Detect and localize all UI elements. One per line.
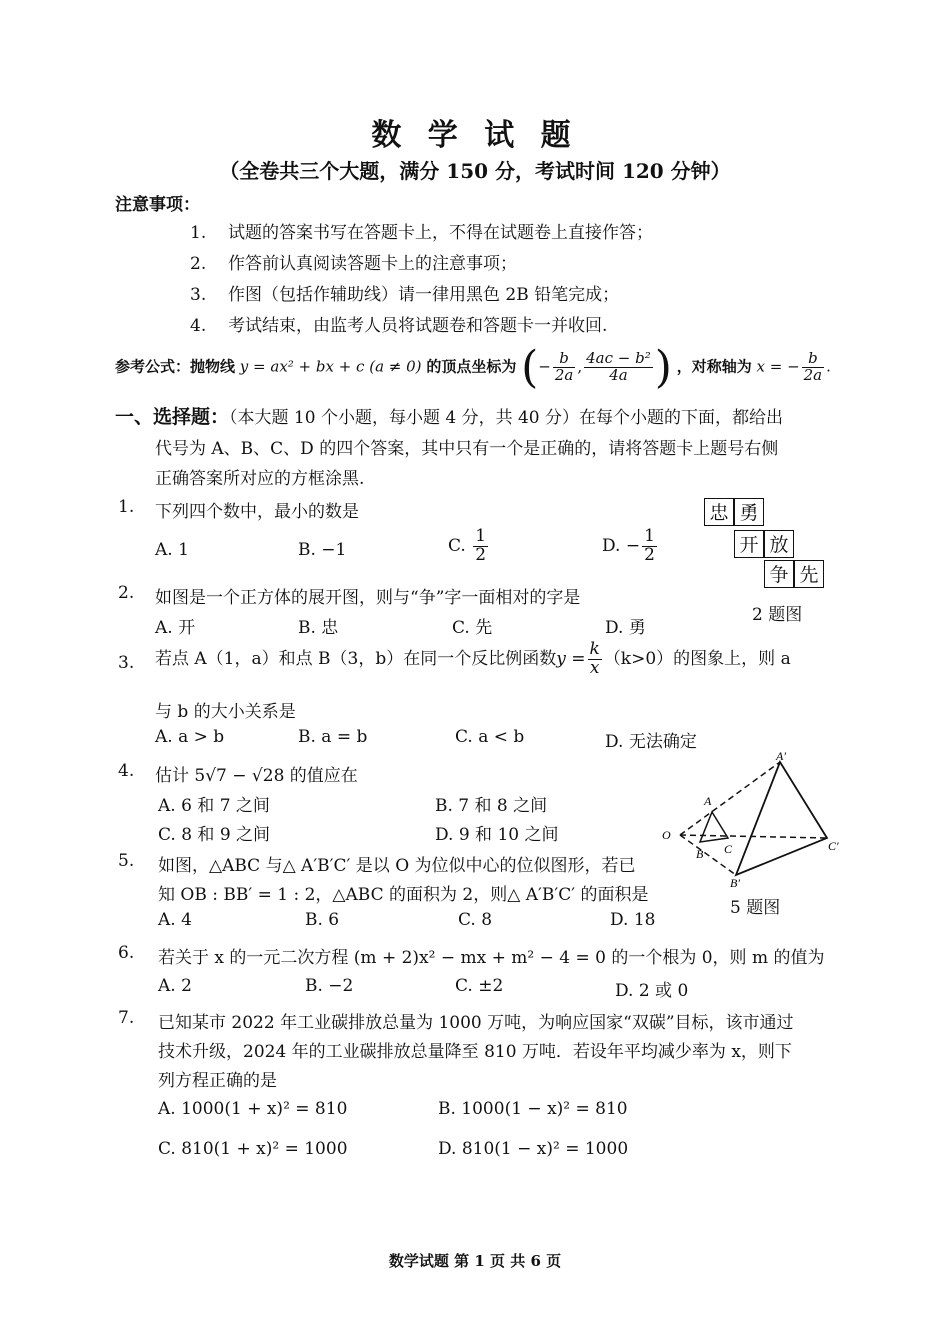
notice-number: 2. [190,254,207,274]
notice-number: 4. [190,316,207,336]
question-stem: 如图是一个正方体的展开图，则与“争”字一面相对的字是 [155,588,581,608]
question-stem: 已知某市 2022 年工业碳排放总量为 1000 万吨，为响应国家“双碳”目标，该市通过 [158,1013,794,1033]
net-cell: 争 [764,560,794,588]
net-cell: 先 [794,560,824,588]
question-number: 4. [118,761,135,781]
question-stem-line2: 知 OB : BB′ = 1 : 2，△ABC 的面积为 2，则△ A′B′C′ 的面积是 [158,885,649,905]
figure-caption: 5 题图 [730,898,781,918]
question-stem-line3: 列方程正确的是 [158,1071,277,1091]
option-c: C. $\frac{1}{2}$ [448,526,487,565]
option-c: C. 8 和 9 之间 [158,825,271,845]
question-number: 7. [118,1008,135,1028]
vertex-y-denominator: 4a [609,366,628,384]
page-subtitle: （全卷共三个大题，满分 150 分，考试时间 120 分钟） [219,159,731,183]
page-title: 数 学 试 题 [371,118,579,153]
option-a: A. 1 [155,540,189,560]
option-c: C. ±2 [455,976,504,996]
net-cell: 勇 [734,498,764,526]
question-stem-line2: 技术升级，2024 年的工业碳排放总量降至 810 万吨．若设年平均减少率为 x，则下 [158,1042,792,1062]
label-a: A [704,794,712,808]
notice-item [190,280,619,305]
option-c: C. a < b [455,727,525,747]
question-number: 2. [118,583,135,603]
vertex-y-numerator: 4ac − b² [586,349,651,368]
formula-mid: 的顶点坐标为 [426,357,517,376]
question-stem: 估计 5√7 − √28 的值应在 [155,766,358,786]
question-stem: 若点 A（1，a）和点 B（3，b）在同一个反比例函数y = $\frac{k}{x}$ （k>0）的图象上，则 a [155,639,791,678]
notice-text: 作答前认真阅读答题卡上的注意事项； [228,254,517,274]
question-number: 1. [118,497,135,517]
vertex-x-denominator: 2a [554,366,574,384]
notice-text: 作图（包括作辅助线）请一律用黑色 2B 铅笔完成； [228,285,620,305]
label-b: B [696,847,704,861]
section-intro-line2: 代号为 A、B、C、D 的四个答案，其中只有一个是正确的，请将答题卡上题号右侧 [155,439,779,459]
section-heading [115,402,783,429]
label-b-prime: B′ [730,876,740,890]
formula-axis-text: ，对称轴为 [676,357,752,376]
net-cell: 放 [764,530,794,558]
option-a: A. 4 [158,910,192,930]
option-a: A. 1000(1 + x)² = 810 [158,1099,348,1119]
net-cell: 忠 [704,498,734,526]
question-number: 3. [118,653,135,673]
notice-number: 3. [190,285,207,305]
option-c: C. 810(1 + x)² = 1000 [158,1139,348,1159]
option-b: B. 忠 [298,618,339,638]
axis-numerator: b [802,351,825,368]
option-d: D. 无法确定 [605,732,697,752]
question-stem: 若关于 x 的一元二次方程 (m + 2)x² − mx + m² − 4 = 0 的一个根为 0，则 m 的值为 [158,948,825,968]
notice-text: 考试结束，由监考人员将试题卷和答题卡一并收回. [228,316,608,336]
formula-prefix: 参考公式：抛物线 [115,357,236,376]
figure-caption: 2 题图 [752,605,803,625]
option-b: B. −1 [298,540,347,560]
option-b: B. a = b [298,727,368,747]
option-a: A. 6 和 7 之间 [158,796,270,816]
label-c-prime: C′ [828,839,839,853]
axis-denominator: 2a [803,366,823,384]
notice-item [190,249,517,274]
net-cell: 开 [734,530,764,558]
option-a: A. a > b [155,727,225,747]
option-d: D. 810(1 − x)² = 1000 [438,1139,629,1159]
formula-equation: y = ax² + bx + c (a ≠ 0) [239,357,422,376]
option-b: B. −2 [305,976,354,996]
option-c: C. 先 [452,618,493,638]
section-title: 一、选择题： [115,406,230,428]
notice-heading: 注意事项： [115,195,200,215]
option-d: D. − $\frac{1}{2}$ [602,526,655,565]
option-d: D. 勇 [605,618,646,638]
question-number: 5. [118,851,135,871]
label-o: O [662,828,671,842]
option-c: C. 8 [458,910,493,930]
reference-formula: 参考公式：抛物线 y = ax² + bx + c (a ≠ 0) 的顶点坐标为 (− $\frac{b}{2a}$ , $\frac{\text{4ac − b²}}{4a}$ ) ，对称轴为 x = − $\frac{b}{2a}$ . [115,342,831,393]
option-d: D. 9 和 10 之间 [435,825,559,845]
option-b: B. 1000(1 − x)² = 810 [438,1099,628,1119]
option-d: D. 2 或 0 [615,981,689,1001]
formula-axis-eq: x = − [756,357,800,376]
section-intro-line1: （本大题 10 个小题，每小题 4 分，共 40 分）在每个小题的下面，都给出 [229,408,784,428]
question-stem: 下列四个数中，最小的数是 [155,502,359,522]
question-number: 6. [118,943,135,963]
section-intro-line3: 正确答案所对应的方框涂黑. [155,469,365,489]
option-b: B. 6 [305,910,340,930]
notice-item [190,218,653,243]
question-stem-line2: 与 b 的大小关系是 [155,702,296,722]
question-stem: 如图，△ABC 与△ A′B′C′ 是以 O 为位似中心的位似图形，若已 [158,856,636,876]
page-footer: 数学试题 第 1 页 共 6 页 [388,1252,562,1270]
option-b: B. 7 和 8 之间 [435,796,548,816]
label-a-prime: A′ [776,750,786,763]
notice-number: 1. [190,223,207,243]
notice-item [190,311,607,336]
option-a: A. 开 [155,618,196,638]
label-c: C [724,842,733,856]
option-d: D. 18 [610,910,656,930]
vertex-x-numerator: b [553,351,576,368]
notice-text: 试题的答案书写在答题卡上，不得在试题卷上直接作答； [228,223,653,243]
option-a: A. 2 [158,976,192,996]
